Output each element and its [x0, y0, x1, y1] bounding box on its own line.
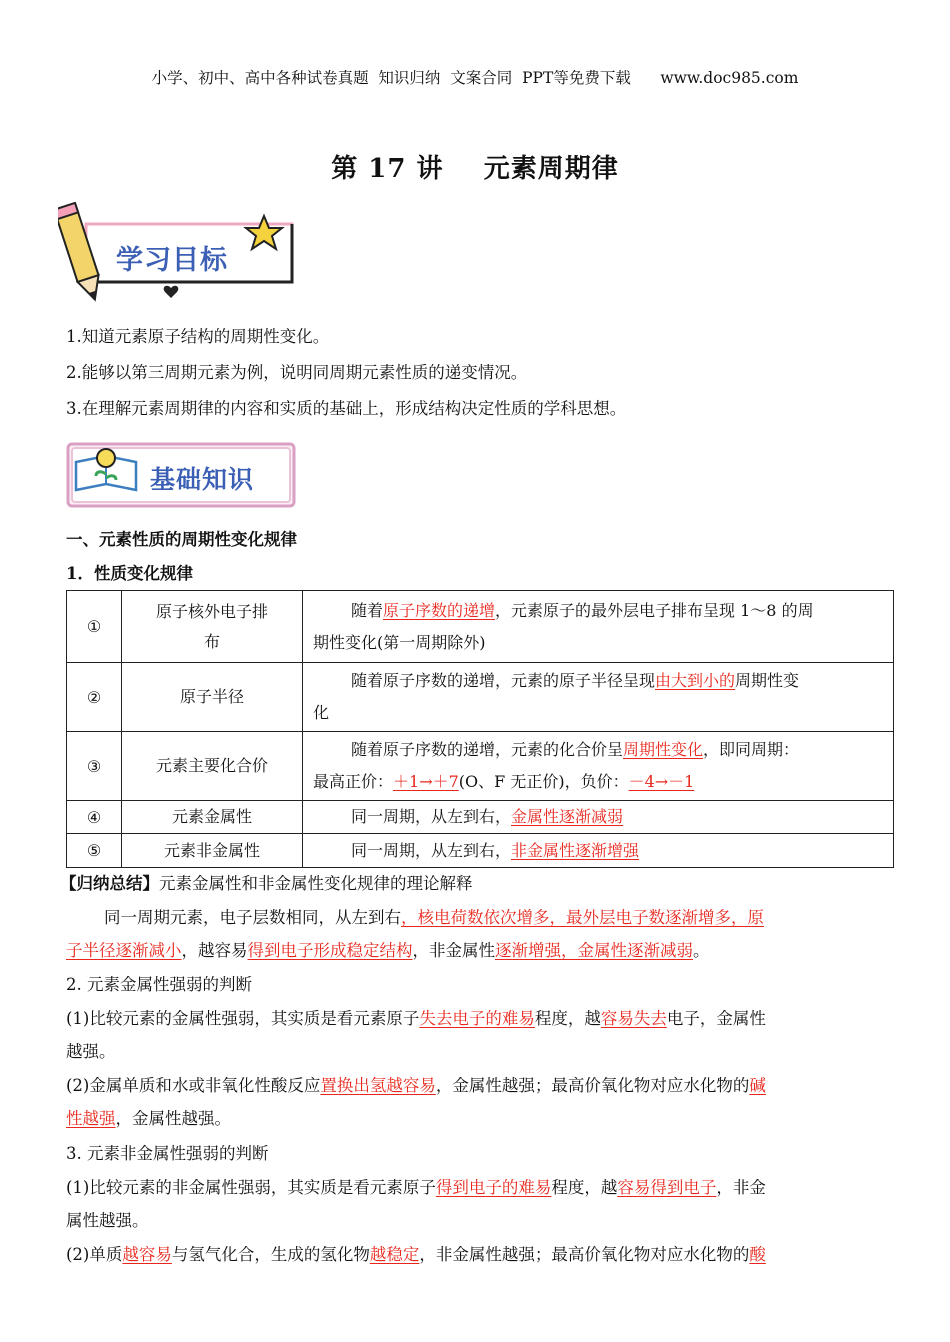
- metal-line: 越强。: [66, 1042, 116, 1061]
- desc-text: 随着: [351, 600, 384, 620]
- metal-line: [66, 1105, 231, 1129]
- table-row: [67, 834, 894, 868]
- answer-text: 性越强: [66, 1109, 116, 1128]
- body-text: ，非金: [716, 1178, 766, 1197]
- answer-text: 周期性变化: [623, 740, 704, 759]
- answer-text: ，核电荷数依次增多，最外层电子数逐渐增多，原: [401, 908, 764, 927]
- nonmetal-heading: 3. 元素非金属性强弱的判断: [66, 1144, 269, 1163]
- desc-text: 同一周期，从左到右，: [351, 807, 512, 826]
- page-title: 第 17 讲 元素周期律: [331, 154, 619, 184]
- answer-text: 逐渐增强，金属性逐渐减弱: [495, 941, 693, 960]
- properties-table: [66, 590, 894, 868]
- summary-paragraph-line: [66, 937, 710, 961]
- desc-text: (O、F 无正价)，负价：: [458, 772, 629, 791]
- body-text: ，非金属性越强；最高价氧化物对应水化物的: [419, 1245, 750, 1264]
- desc-text: 最高正价：: [313, 772, 394, 791]
- row-name: [122, 591, 303, 663]
- answer-text: 由大到小的: [655, 671, 736, 690]
- objective-item: 1.知道元素原子结构的周期性变化。: [66, 327, 330, 346]
- objectives-badge-label: 学习目标: [116, 245, 228, 276]
- row-name: 元素非金属性: [122, 834, 303, 868]
- row-name: 元素金属性: [122, 801, 303, 834]
- answer-text: 酸: [749, 1245, 766, 1264]
- summary-label: 【归纳总结】: [60, 874, 159, 893]
- row-description: [303, 732, 894, 801]
- body-text: ，金属性越强。: [115, 1109, 231, 1128]
- body-text: 电子，金属性: [666, 1009, 766, 1028]
- answer-text: 越容易: [122, 1245, 172, 1264]
- answer-text: 容易得到电子: [617, 1178, 717, 1197]
- body-text: (2)单质: [66, 1245, 123, 1264]
- summary-paragraph-line: [104, 904, 764, 928]
- row-number: ④: [67, 801, 122, 834]
- answer-text: －4→－1: [628, 772, 695, 791]
- body-text: 。: [693, 941, 710, 960]
- body-text: 同一周期元素，电子层数相同，从左到右: [104, 908, 401, 927]
- section-heading: 一、元素性质的周期性变化规律: [66, 530, 297, 549]
- row-number: ③: [67, 732, 122, 801]
- basics-badge-label: 基础知识: [150, 465, 255, 494]
- desc-text: 化: [313, 703, 330, 722]
- summary-title: 元素金属性和非金属性变化规律的理论解释: [159, 874, 473, 893]
- answer-text: 碱: [749, 1076, 766, 1095]
- body-text: ，非金属性: [412, 941, 495, 960]
- desc-text: ，元素原子的最外层电子排布呈现 1～8 的周: [495, 600, 814, 620]
- answer-text: 越稳定: [369, 1245, 420, 1264]
- desc-text: ，即同周期：: [703, 740, 800, 759]
- subsection-heading: 1．性质变化规律: [66, 564, 193, 583]
- answer-text: 容易失去: [600, 1009, 667, 1028]
- table-row: [67, 801, 894, 834]
- body-text: (2)金属单质和水或非氧化性酸反应: [66, 1076, 321, 1095]
- answer-text: 子半径逐渐减小: [66, 941, 182, 960]
- metal-line: [66, 1072, 766, 1096]
- row-description: [303, 591, 894, 663]
- body-text: 程度，越: [551, 1178, 618, 1197]
- answer-text: 失去电子的难易: [419, 1009, 535, 1028]
- row-name: 元素主要化合价: [122, 732, 303, 801]
- body-text: ，越容易: [181, 941, 248, 960]
- answer-text: 金属性逐渐减弱: [511, 807, 624, 826]
- objective-item: 3.在理解元素周期律的内容和实质的基础上，形成结构决定性质的学科思想。: [66, 399, 627, 418]
- nonmetal-line: [66, 1241, 766, 1265]
- body-text: (1)比较元素的非金属性强弱，其实质是看元素原子: [66, 1178, 436, 1197]
- row-number: ⑤: [67, 834, 122, 868]
- answer-text: 原子序数的递增: [383, 600, 496, 620]
- answer-text: 得到电子的难易: [435, 1178, 552, 1197]
- body-text: ，金属性越强；最高价氧化物对应水化物的: [435, 1076, 750, 1095]
- answer-text: ＋1→＋7: [393, 772, 459, 791]
- row-description: [303, 663, 894, 732]
- body-text: 与氢气化合，生成的氢化物: [171, 1245, 370, 1264]
- summary-heading: [60, 870, 473, 894]
- objectives-badge: [58, 202, 318, 306]
- nonmetal-line: [66, 1174, 766, 1198]
- row-number: ②: [67, 663, 122, 732]
- desc-text: 周期性变: [735, 671, 800, 690]
- row-number: ①: [67, 591, 122, 663]
- answer-text: 非金属性逐渐增强: [511, 840, 640, 860]
- row-name-line: 原子核外电子排: [155, 601, 268, 621]
- desc-text: 同一周期，从左到右，: [351, 840, 512, 860]
- table-row: [67, 663, 894, 732]
- body-text: (1)比较元素的金属性强弱，其实质是看元素原子: [66, 1009, 420, 1028]
- answer-text: 置换出氢越容易: [320, 1076, 436, 1095]
- row-name: 原子半径: [122, 663, 303, 732]
- answer-text: 得到电子形成稳定结构: [247, 941, 413, 960]
- objective-item: 2.能够以第三周期元素为例，说明同周期元素性质的递变情况。: [66, 363, 528, 382]
- metal-heading: 2. 元素金属性强弱的判断: [66, 975, 252, 994]
- basics-badge: [64, 438, 300, 514]
- desc-text: 随着原子序数的递增，元素的原子半径呈现: [351, 671, 656, 690]
- table-row: [67, 732, 894, 801]
- body-text: 程度，越: [534, 1009, 601, 1028]
- row-name-line: 布: [203, 631, 220, 651]
- desc-text: 期性变化(第一周期除外): [313, 632, 486, 652]
- row-description: [303, 801, 894, 834]
- site-header: 小学、初中、高中各种试卷真题 知识归纳 文案合同 PPT等免费下载 www.doc985.com: [151, 69, 799, 87]
- nonmetal-line: 属性越强。: [66, 1211, 149, 1230]
- table-row: [67, 591, 894, 663]
- metal-line: [66, 1005, 766, 1029]
- desc-text: 随着原子序数的递增，元素的化合价呈: [351, 740, 624, 759]
- row-description: [303, 834, 894, 868]
